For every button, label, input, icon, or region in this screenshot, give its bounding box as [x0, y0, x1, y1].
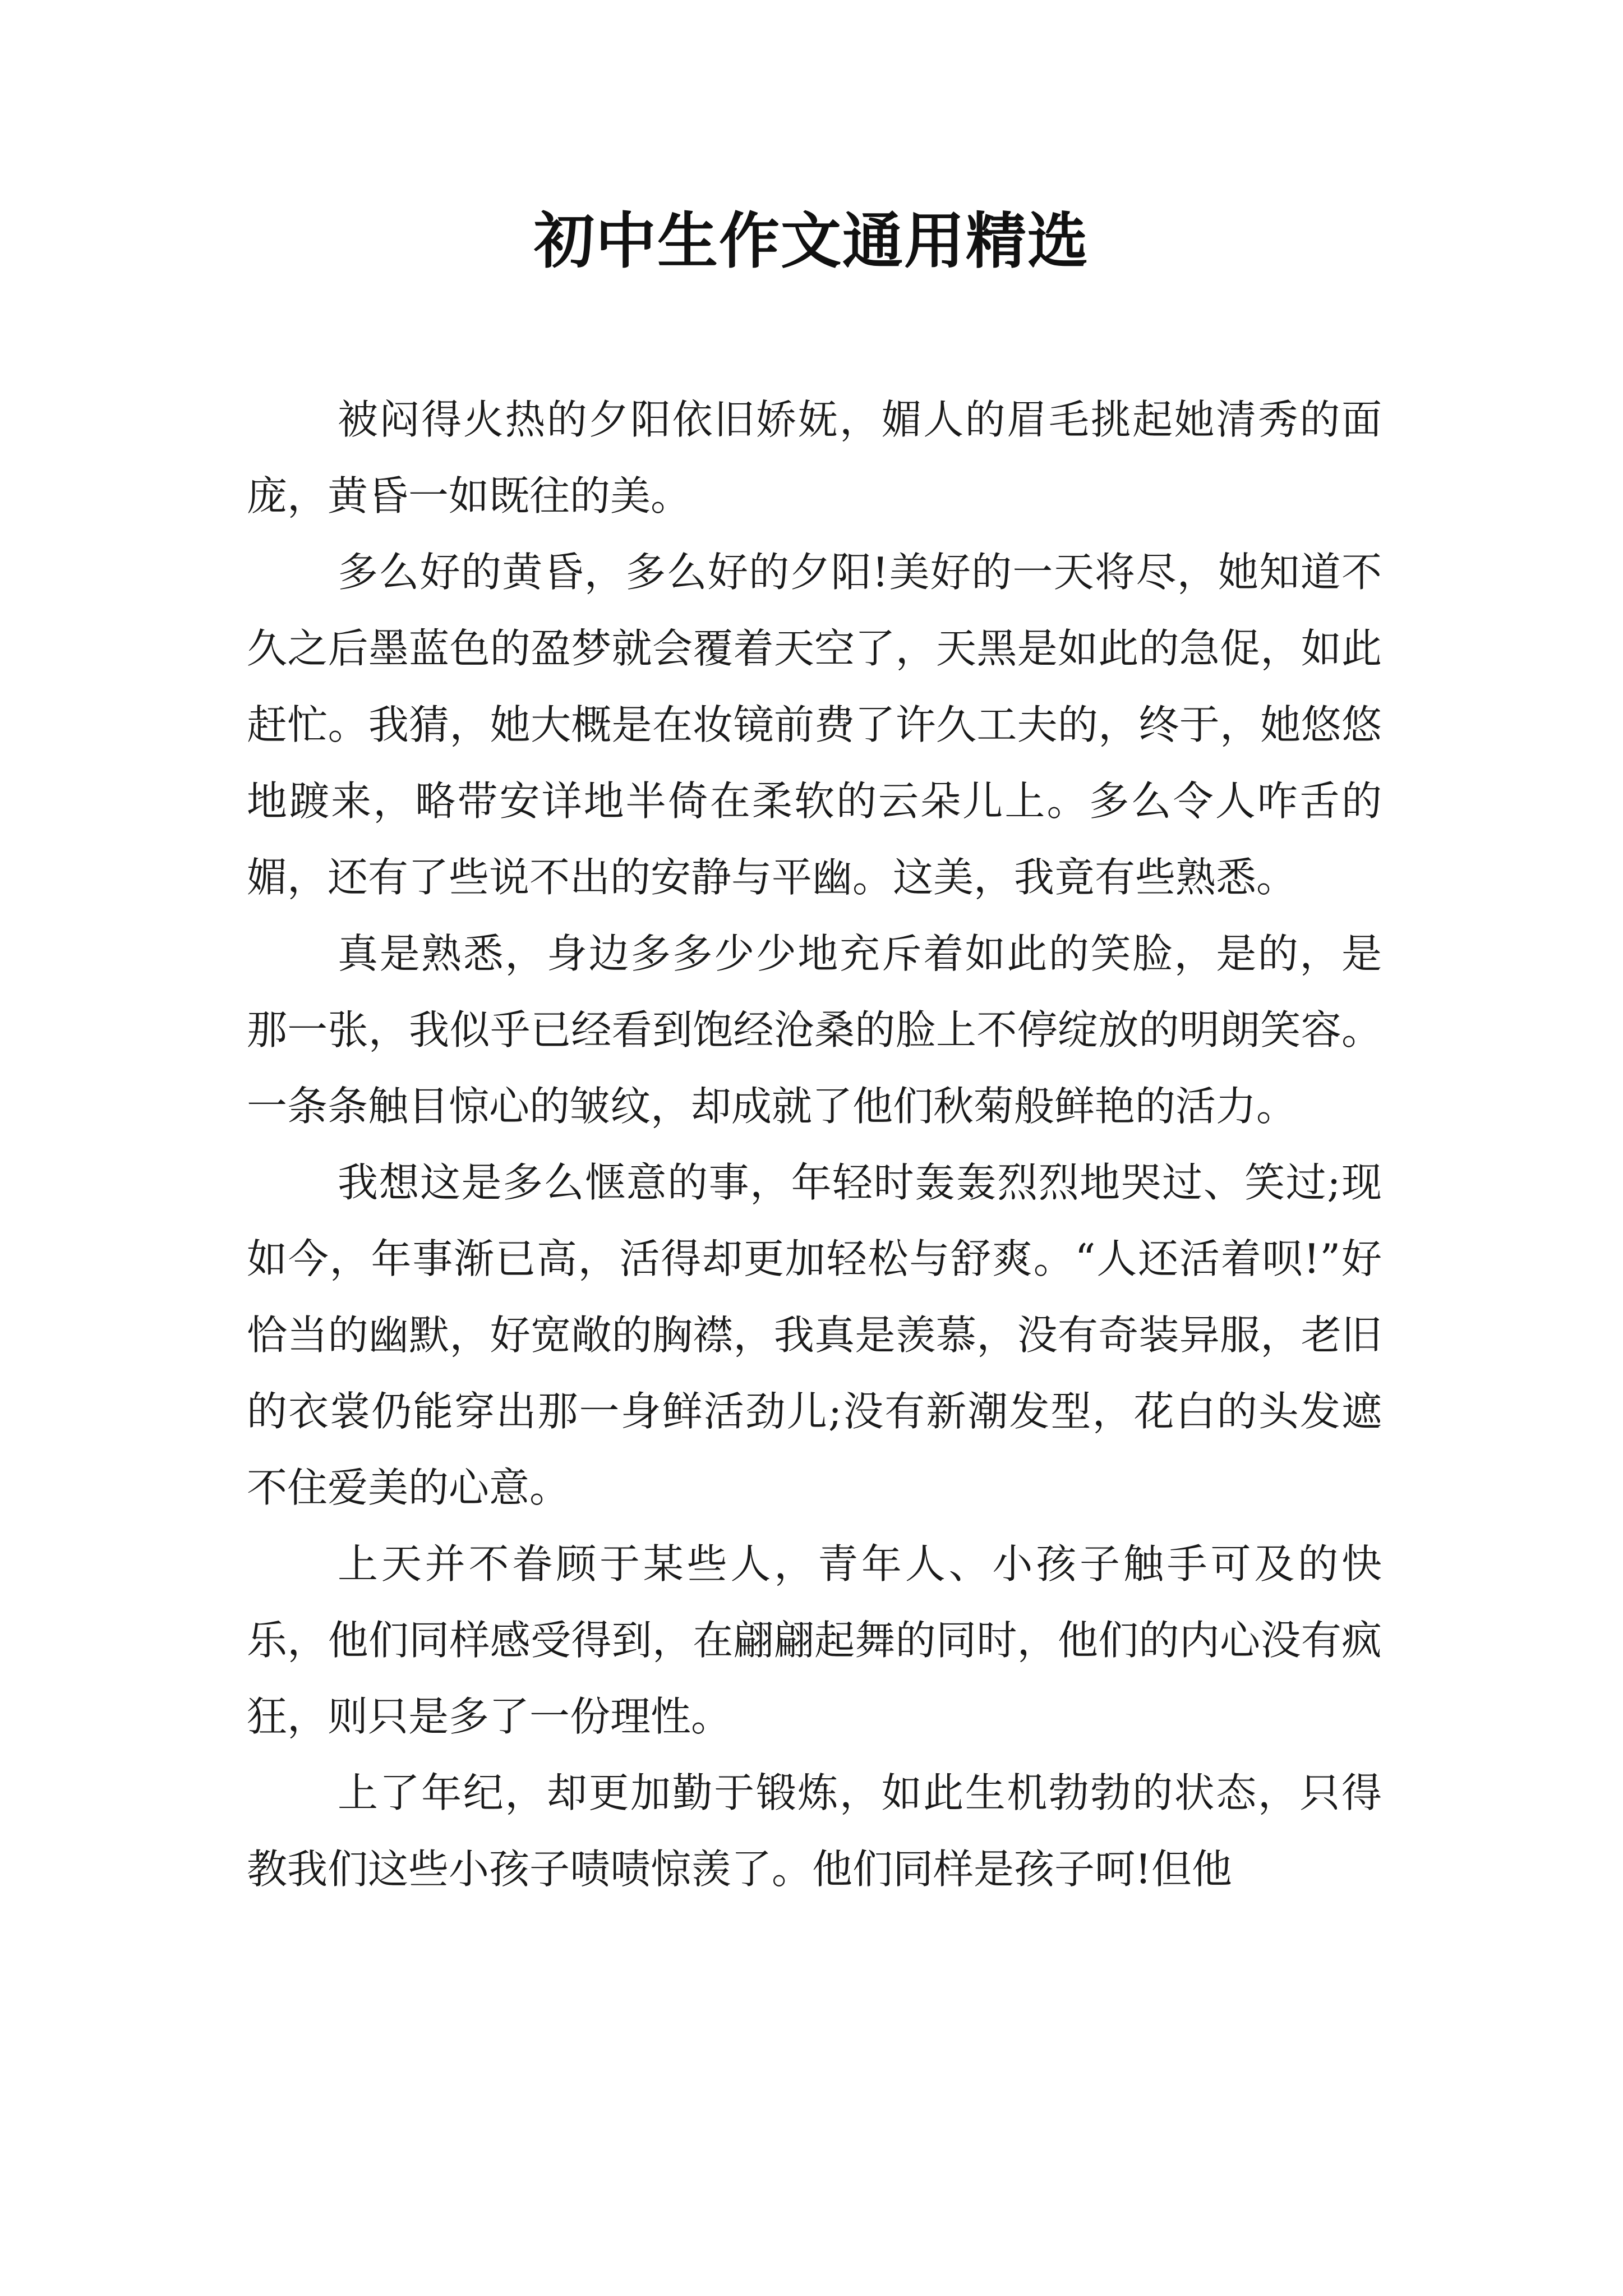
paragraph: 上天并不眷顾于某些人，青年人、小孩子触手可及的快乐，他们同样感受得到，在翩翩起舞的同时，他们的内心没有疯狂，则只是多了一份理性。: [247, 1540, 1382, 1740]
document-body: [247, 381, 1382, 1907]
paragraph: 上了年纪，却更加勤于锻炼，如此生机勃勃的状态，只得教我们这些小孩子啧啧惊羡了。他们同样是孩子呵!但他: [247, 1769, 1382, 1893]
paragraph: 多么好的黄昏，多么好的夕阳!美好的一天将尽，她知道不久之后墨蓝色的盈梦就会覆着天空了，天黑是如此的急促，如此赶忙。我猜，她大概是在妆镜前费了许久工夫的，终于，她悠悠地踱来，略带安详地半倚在柔软的云朵儿上。多么令人咋舌的媚，还有了些说不出的安静与平幽。这美，我竟有些熟悉。: [247, 549, 1382, 901]
paragraph: 真是熟悉，身边多多少少地充斥着如此的笑脸，是的，是那一张，我似乎已经看到饱经沧桑的脸上不停绽放的明朗笑容。一条条触目惊心的皱纹，却成就了他们秋菊般鲜艳的活力。: [247, 930, 1382, 1130]
paragraph: 被闷得火热的夕阳依旧娇妩，媚人的眉毛挑起她清秀的面庞，黄昏一如既往的美。: [247, 396, 1382, 519]
paragraph: 我想这是多么惬意的事，年轻时轰轰烈烈地哭过、笑过;现如今，年事渐已高，活得却更加轻松与舒爽。“人还活着呗!”好恰当的幽默，好宽敞的胸襟，我真是羡慕，没有奇装异服，老旧的衣裳仍能穿出那一身鲜活劲儿;没有新潮发型，花白的头发遮不住爱美的心意。: [247, 1159, 1382, 1511]
document-title: 初中生作文通用精选: [533, 206, 1089, 277]
